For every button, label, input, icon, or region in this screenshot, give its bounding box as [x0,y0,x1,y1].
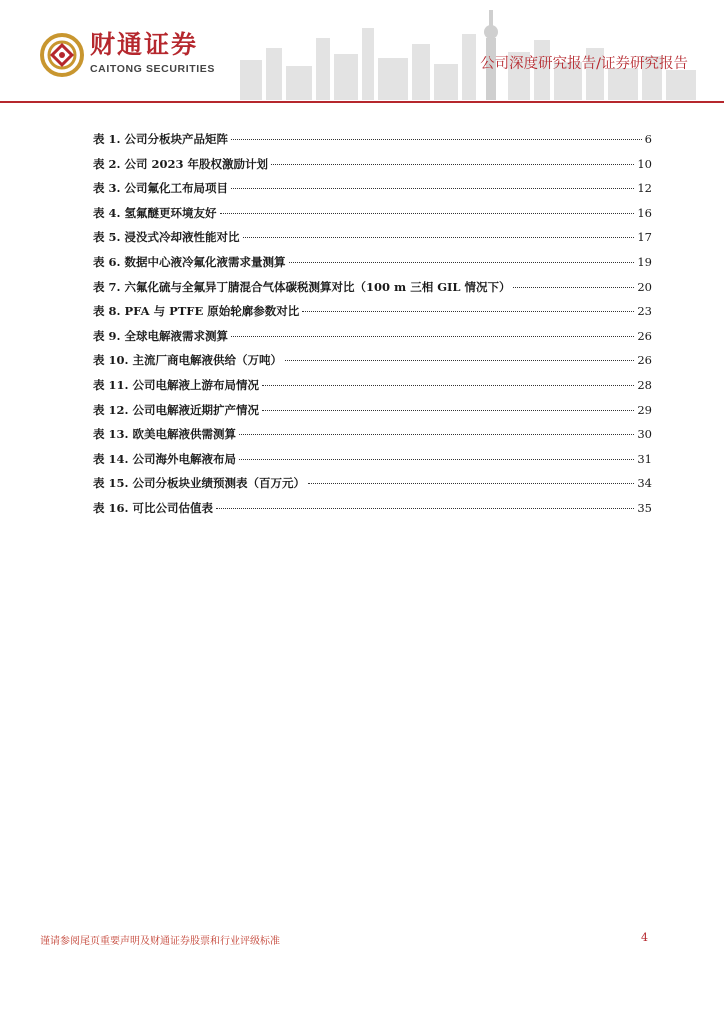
dot-leader [239,459,634,460]
toc-entry[interactable] [93,205,652,230]
report-type-title: 公司深度研究报告/证券研究报告 [480,56,688,72]
toc-entry-page: 30 [637,427,652,442]
toc-entry[interactable] [93,475,652,500]
toc-entry[interactable] [93,131,652,156]
dot-leader [513,287,634,288]
toc-entry[interactable] [93,451,652,476]
toc-entry-page: 10 [637,156,652,171]
toc-entry-label: 表 13. 欧美电解液供需测算 [93,427,237,442]
page-header [0,0,724,104]
toc-entry-label: 表 6. 数据中心液冷氟化液需求量测算 [93,254,286,269]
toc-entry-label: 表 15. 公司分板块业绩预测表（百万元） [93,476,306,491]
dot-leader [302,311,634,312]
dot-leader [239,434,634,435]
toc-entry[interactable] [93,180,652,205]
dot-leader [262,410,634,411]
toc-entry-page: 17 [637,230,652,245]
toc-entry-page: 26 [637,353,652,368]
toc-entry-label: 表 1. 公司分板块产品矩阵 [93,132,229,146]
toc-entry-label: 表 16. 可比公司估值表 [93,500,214,515]
toc-entry-page: 16 [637,205,652,220]
footer-disclaimer: 谨请参阅尾页重要声明及财通证券股票和行业评级标准 [40,936,280,947]
toc-entry[interactable] [93,402,652,427]
toc-entry[interactable] [93,377,652,402]
dot-leader [271,164,634,165]
toc-entry-label: 表 12. 公司电解液近期扩产情况 [93,402,260,417]
dot-leader [231,336,634,337]
toc-entry[interactable] [93,426,652,451]
toc-entry-page: 26 [637,328,652,343]
toc-entry-label: 表 14. 公司海外电解液布局 [93,451,237,466]
dot-leader [289,262,635,263]
toc-entry[interactable] [93,156,652,181]
toc-entry-label: 表 8. PFA 与 PTFE 原始轮廓参数对比 [93,304,300,319]
toc-entry-page: 28 [637,377,652,392]
page-number: 4 [641,931,648,944]
toc-entry-page: 29 [637,402,652,417]
dot-leader [220,213,635,214]
toc-entry-label: 表 4. 氢氟醚更环境友好 [93,205,217,220]
table-of-tables [93,131,652,525]
toc-entry[interactable] [93,254,652,279]
dot-leader [231,139,642,140]
toc-entry[interactable] [93,279,652,304]
caitong-logo-icon [40,33,84,77]
toc-entry-page: 35 [637,500,652,515]
toc-entry-label: 表 5. 浸没式冷却液性能对比 [93,230,240,245]
header-divider [0,101,724,103]
toc-entry-page: 19 [637,254,652,269]
toc-entry-label: 表 3. 公司氟化工布局项目 [93,181,229,196]
dot-leader [216,508,634,509]
toc-entry[interactable] [93,500,652,525]
toc-entry[interactable] [93,328,652,353]
brand-name-cn: 财通证券 [90,30,199,59]
toc-entry-label: 表 10. 主流厂商电解液供给（万吨） [93,353,283,368]
toc-entry-page: 23 [637,304,652,319]
toc-entry-page: 6 [644,132,652,146]
toc-entry[interactable] [93,229,652,254]
toc-entry[interactable] [93,303,652,328]
toc-entry-label: 表 2. 公司 2023 年股权激励计划 [93,156,269,171]
brand-name-en: CAITONG SECURITIES [90,63,215,75]
toc-entry-label: 表 9. 全球电解液需求测算 [93,328,229,343]
toc-entry-page: 20 [637,279,652,294]
toc-entry[interactable] [93,352,652,377]
dot-leader [308,483,634,484]
toc-entry-page: 31 [637,451,652,466]
toc-entry-page: 34 [637,476,652,491]
city-skyline-icon [230,8,722,100]
dot-leader [262,385,634,386]
dot-leader [285,360,634,361]
toc-entry-label: 表 7. 六氟化硫与全氟异丁腈混合气体碳税测算对比（100 m 三相 GIL 情况下） [93,279,511,294]
dot-leader [243,237,635,238]
toc-entry-page: 12 [637,181,652,196]
toc-entry-label: 表 11. 公司电解液上游布局情况 [93,377,260,392]
dot-leader [231,188,634,189]
